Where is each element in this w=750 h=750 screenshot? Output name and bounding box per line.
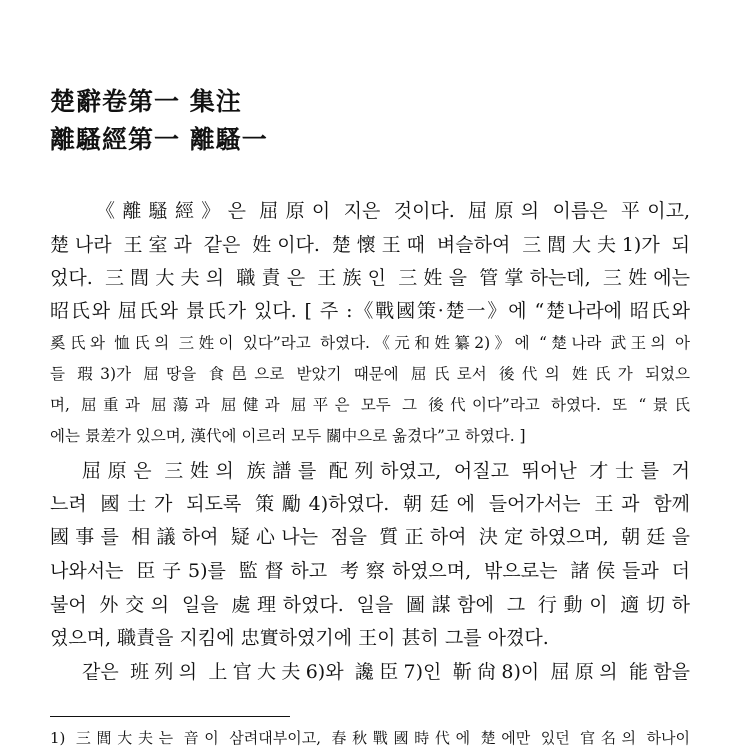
body-line: 었다. 三閭大夫의 職責은 王族인 三姓을 管掌하는데, 三姓에는 [50,267,690,289]
note-line: 며, 屈重과 屈蕩과 屈健과 屈平은 모두 그 後代이다”라고 하였다. 또 “景氏 [50,396,690,414]
body-line: 느려 國士가 되도록 策勵4)하였다. 朝廷에 들어가서는 王과 함께 [50,493,690,515]
chapter-title: 楚辭卷第一 集注 [50,87,242,116]
body-line: 불어 外交의 일을 處理하였다. 일을 圖謀함에 그 行動이 適切하 [50,594,690,616]
body-line: 屈原은 三姓의 族譜를 配列하였고, 어질고 뛰어난 才士를 거 [82,460,690,482]
note-line: 에는 景差가 있으며, 漢代에 이르러 모두 關中으로 옮겼다”고 하였다. ] [50,427,526,445]
body-line: 昭氏와 屈氏와 景氏가 있다. [ 주 :《戰國策·楚一》에 “楚나라에 昭氏와 [50,300,690,322]
body-line: 楚나라 王室과 같은 姓이다. 楚懷王때 벼슬하여 三閭大夫1)가 되 [50,234,690,256]
section-subtitle: 離騷經第一 離騷一 [50,125,268,154]
note-line: 들 瑕3)가 屈땅을 食邑으로 받았기 때문에 屈氏로서 後代의 姓氏가 되었으 [50,365,690,383]
body-line: 《離騷經》은 屈原이 지은 것이다. 屈原의 이름은 平이고, [96,200,690,222]
footnote-divider [50,716,290,717]
body-line: 國事를 相議하여 疑心나는 점을 質正하여 決定하였으며, 朝廷을 [50,526,690,548]
body-line: 였으며, 職責을 지킴에 忠實하였기에 王이 甚히 그를 아꼈다. [50,627,549,649]
body-line: 같은 班列의 上官大夫6)와 讒臣7)인 靳尙8)이 屈原의 能함을 [82,661,690,683]
body-line: 나와서는 臣子5)를 監督하고 考察하였으며, 밖으로는 諸侯들과 더 [50,560,690,582]
note-line: 奚氏와 恤氏의 三姓이 있다”라고 하였다.《元和姓纂2)》에 “楚나라 武王의 아 [50,334,690,352]
footnote: 1) 三閭大夫는 音이 삼려대부이고, 春秋戰國時代에 楚에만 있던 官名의 하나이 [50,729,690,747]
